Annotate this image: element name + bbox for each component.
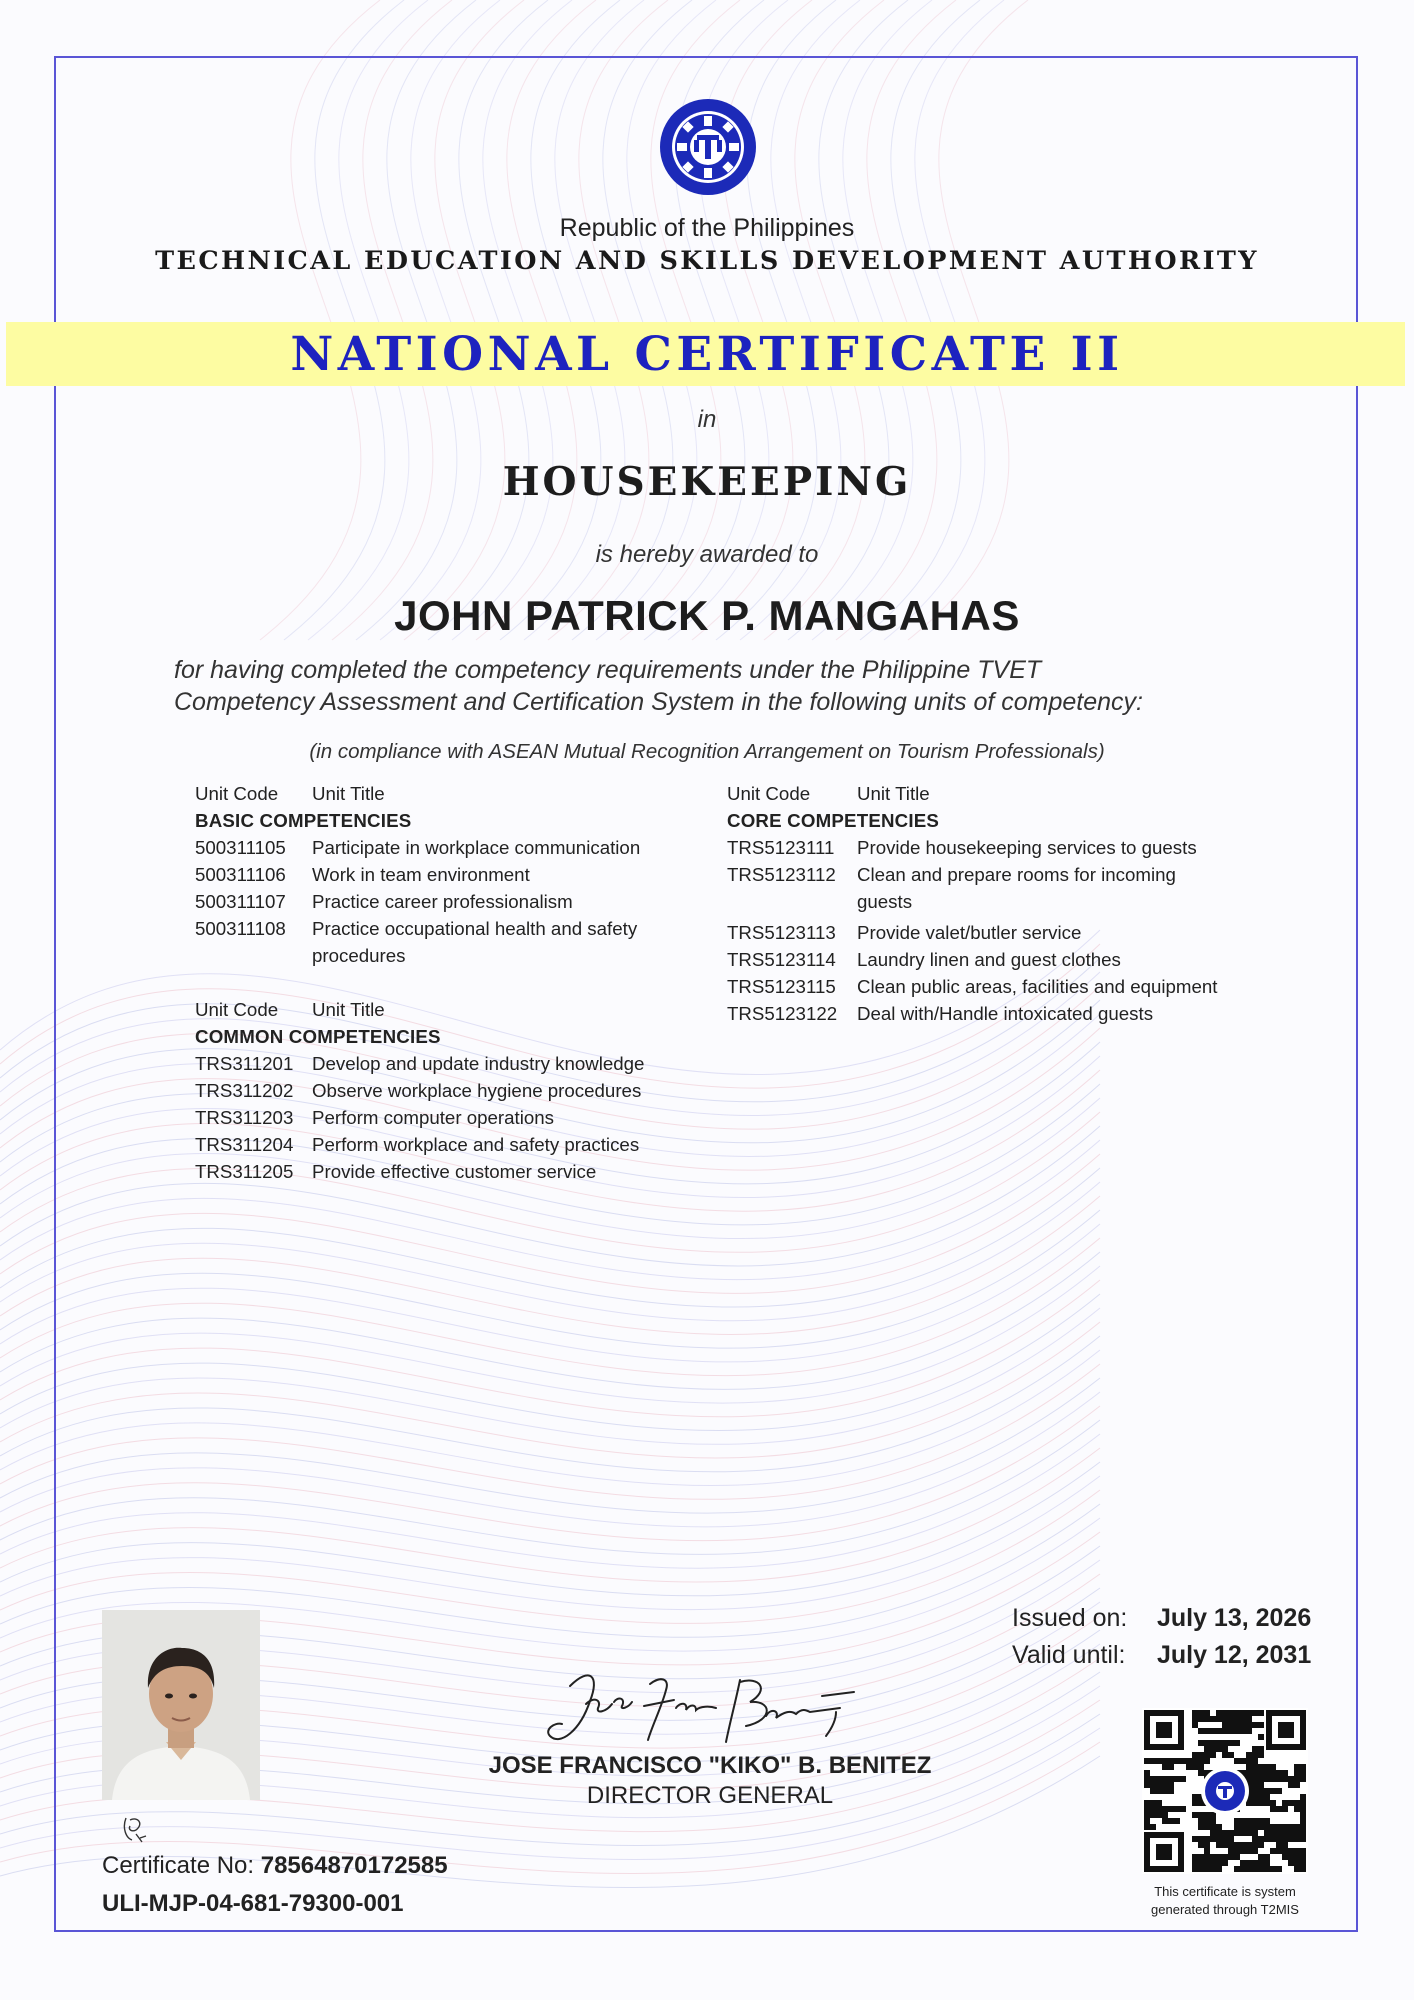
unit-title: Participate in workplace communication bbox=[312, 837, 641, 858]
unit-row bbox=[727, 861, 1267, 915]
valid-date bbox=[1012, 1641, 1311, 1670]
unit-code: TRS5123111 bbox=[727, 837, 835, 858]
valid-label: Valid until: bbox=[1012, 1641, 1126, 1669]
unit-title: Perform workplace and safety practices bbox=[312, 1134, 640, 1155]
unit-row bbox=[727, 973, 1267, 1000]
category-heading: CORE COMPETENCIES bbox=[727, 810, 940, 831]
unit-code: TRS311201 bbox=[195, 1053, 294, 1074]
unit-title: Provide valet/butler service bbox=[857, 922, 1082, 943]
unit-code: 500311106 bbox=[195, 864, 286, 885]
qr-code-icon bbox=[1142, 1708, 1308, 1874]
issued-date bbox=[1012, 1604, 1311, 1633]
core-competencies bbox=[727, 780, 1267, 1027]
qr-note bbox=[1120, 1883, 1330, 1919]
completion-statement bbox=[174, 654, 1274, 718]
unit-code: TRS311205 bbox=[195, 1161, 294, 1182]
unit-title: Provide housekeeping services to guests bbox=[857, 837, 1197, 858]
statement-line-2: Competency Assessment and Certification System in the following units of competency: bbox=[174, 688, 1143, 716]
in-connector: in bbox=[697, 406, 717, 433]
unit-code-header: Unit Code bbox=[195, 783, 279, 804]
agency-name: TECHNICAL EDUCATION AND SKILLS DEVELOPMENT AUTHORITY bbox=[155, 246, 1259, 276]
unit-code: TRS5123113 bbox=[727, 922, 836, 943]
tesda-seal-icon bbox=[658, 97, 758, 197]
unit-row bbox=[195, 1104, 695, 1131]
compliance-note: (in compliance with ASEAN Mutual Recognition Arrangement on Tourism Professionals) bbox=[309, 740, 1105, 763]
unit-code: TRS311204 bbox=[195, 1134, 294, 1155]
category-heading: BASIC COMPETENCIES bbox=[195, 810, 412, 831]
unit-row bbox=[195, 915, 695, 969]
column-header bbox=[195, 996, 695, 1023]
republic-heading: Republic of the Philippines bbox=[559, 214, 855, 242]
cert-no-label: Certificate No: bbox=[102, 1852, 255, 1879]
unit-title-header: Unit Title bbox=[312, 783, 385, 804]
awarded-text: is hereby awarded to bbox=[595, 541, 819, 568]
director-signature bbox=[540, 1656, 880, 1756]
unit-row bbox=[195, 1158, 695, 1185]
unit-row bbox=[195, 834, 695, 861]
uli-number: ULI-MJP-04-681-79300-001 bbox=[102, 1890, 404, 1917]
issued-label: Issued on: bbox=[1012, 1604, 1128, 1632]
unit-title: Provide effective customer service bbox=[312, 1161, 597, 1182]
unit-title: Observe workplace hygiene procedures bbox=[312, 1080, 642, 1101]
unit-code: TRS311202 bbox=[195, 1080, 294, 1101]
certificate-title: NATIONAL CERTIFICATE II bbox=[290, 327, 1124, 382]
certificate-number bbox=[102, 1852, 448, 1880]
initials-mark bbox=[118, 1812, 152, 1846]
unit-code: 500311108 bbox=[195, 918, 286, 939]
unit-code: 500311105 bbox=[195, 837, 286, 858]
unit-row bbox=[727, 834, 1267, 861]
unit-code: TRS5123115 bbox=[727, 976, 836, 997]
signatory-position: DIRECTOR GENERAL bbox=[586, 1782, 834, 1809]
unit-code: TRS5123114 bbox=[727, 949, 836, 970]
qr-note-line-1: This certificate is system bbox=[1154, 1884, 1296, 1899]
unit-code-header: Unit Code bbox=[727, 783, 811, 804]
statement-line-1: for having completed the competency requirements under the Philippine TVET bbox=[174, 656, 1042, 684]
unit-row bbox=[195, 861, 695, 888]
unit-row bbox=[195, 1077, 695, 1104]
unit-title: Clean and prepare rooms for incoming guests bbox=[857, 864, 1176, 912]
column-header bbox=[195, 780, 695, 807]
unit-row bbox=[195, 888, 695, 915]
basic-competencies bbox=[195, 780, 695, 969]
qualification-title: HOUSEKEEPING bbox=[502, 459, 912, 505]
unit-title: Deal with/Handle intoxicated guests bbox=[857, 1003, 1154, 1024]
unit-title: Work in team environment bbox=[312, 864, 530, 885]
issued-value: July 13, 2026 bbox=[1156, 1604, 1312, 1632]
unit-code: TRS5123122 bbox=[727, 1003, 838, 1024]
unit-row bbox=[727, 919, 1267, 946]
common-competencies bbox=[195, 996, 695, 1185]
holder-photo bbox=[102, 1610, 260, 1800]
unit-title-header: Unit Title bbox=[857, 783, 930, 804]
unit-code: TRS5123112 bbox=[727, 864, 836, 885]
qr-note-line-2: generated through T2MIS bbox=[1151, 1902, 1299, 1917]
unit-title: Practice occupational health and safety procedures bbox=[312, 918, 638, 966]
unit-title: Practice career professionalism bbox=[312, 891, 573, 912]
unit-title: Perform computer operations bbox=[312, 1107, 555, 1128]
unit-code: TRS311203 bbox=[195, 1107, 294, 1128]
unit-row bbox=[727, 946, 1267, 973]
unit-title-header: Unit Title bbox=[312, 999, 385, 1020]
unit-title: Laundry linen and guest clothes bbox=[857, 949, 1121, 970]
cert-no-value: 78564870172585 bbox=[260, 1852, 448, 1879]
signatory-name: JOSE FRANCISCO "KIKO" B. BENITEZ bbox=[488, 1752, 932, 1779]
unit-title: Develop and update industry knowledge bbox=[312, 1053, 645, 1074]
valid-value: July 12, 2031 bbox=[1156, 1641, 1312, 1669]
category-heading: COMMON COMPETENCIES bbox=[195, 1026, 441, 1047]
recipient-name: JOHN PATRICK P. MANGAHAS bbox=[394, 592, 1020, 639]
unit-code: 500311107 bbox=[195, 891, 286, 912]
unit-title: Clean public areas, facilities and equipment bbox=[857, 976, 1218, 997]
unit-row bbox=[195, 1050, 695, 1077]
column-header bbox=[727, 780, 1267, 807]
unit-row bbox=[727, 1000, 1267, 1027]
unit-row bbox=[195, 1131, 695, 1158]
portrait-image bbox=[102, 1610, 260, 1800]
unit-code-header: Unit Code bbox=[195, 999, 279, 1020]
